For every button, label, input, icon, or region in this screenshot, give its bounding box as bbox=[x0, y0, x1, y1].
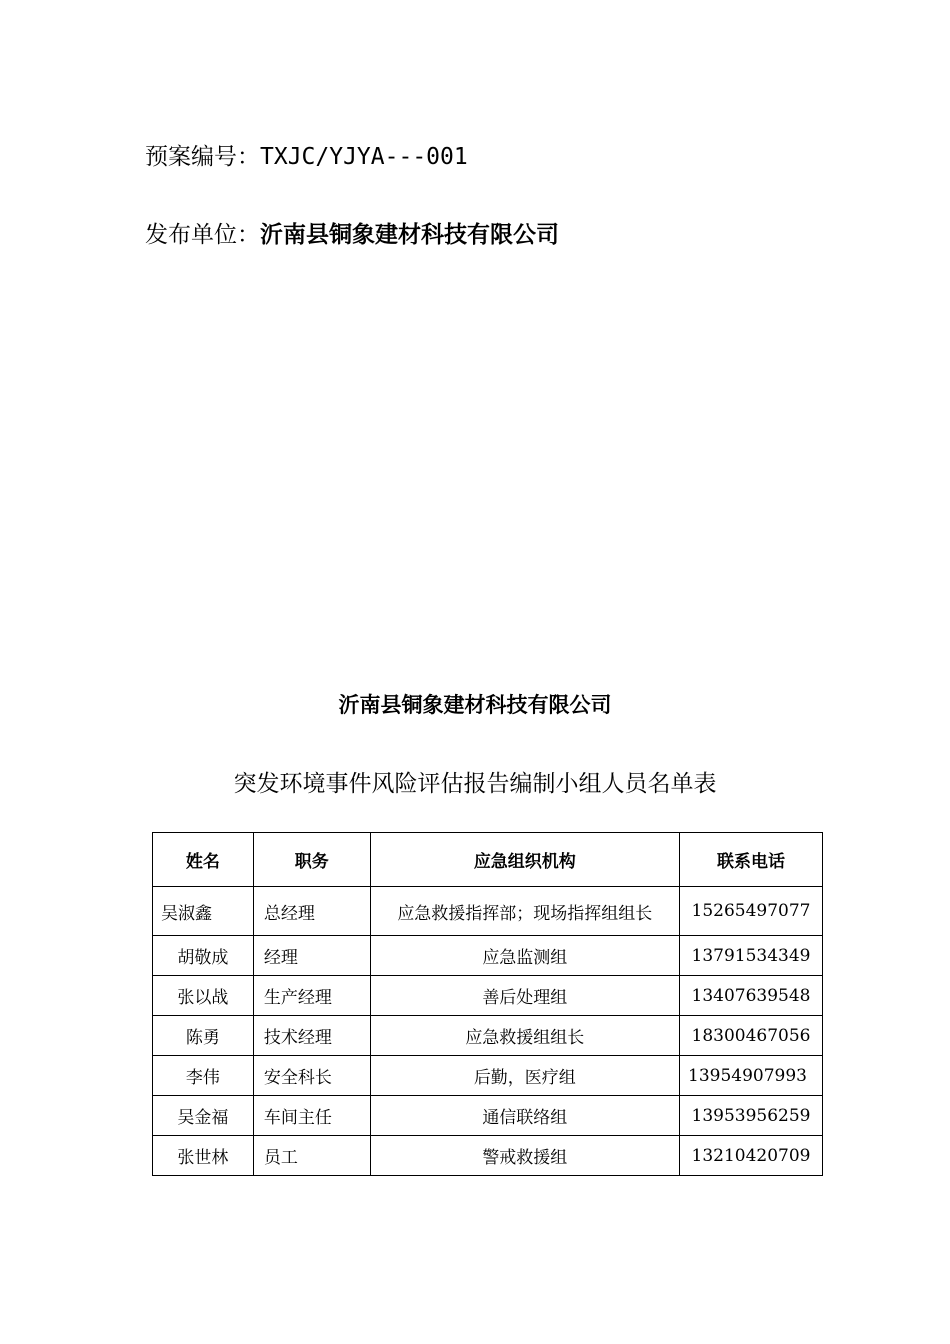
table-row bbox=[153, 936, 823, 976]
header-position: 职务 bbox=[253, 833, 370, 887]
cell-name: 张以战 bbox=[153, 976, 254, 1016]
table-row bbox=[153, 1136, 823, 1176]
cell-phone: 13954907993 bbox=[680, 1056, 823, 1096]
cell-organization: 应急救援组组长 bbox=[370, 1016, 679, 1056]
cell-phone: 13210420709 bbox=[680, 1136, 823, 1176]
cell-name: 胡敬成 bbox=[153, 936, 254, 976]
cell-organization: 通信联络组 bbox=[370, 1096, 679, 1136]
cell-phone: 13953956259 bbox=[680, 1096, 823, 1136]
cell-phone: 13791534349 bbox=[680, 936, 823, 976]
publisher-line bbox=[145, 216, 559, 249]
plan-number-line bbox=[145, 138, 468, 171]
table-title: 突发环境事件风险评估报告编制小组人员名单表 bbox=[233, 771, 717, 797]
cell-position: 生产经理 bbox=[253, 976, 370, 1016]
table-row bbox=[153, 1016, 823, 1056]
table-row bbox=[153, 976, 823, 1016]
publisher-value: 沂南县铜象建材科技有限公司 bbox=[260, 222, 559, 248]
cell-name: 吴淑鑫 bbox=[153, 887, 254, 936]
cell-name: 吴金福 bbox=[153, 1096, 254, 1136]
cell-name: 陈勇 bbox=[153, 1016, 254, 1056]
staff-table bbox=[152, 832, 823, 1176]
cell-position: 技术经理 bbox=[253, 1016, 370, 1056]
cell-organization: 警戒救援组 bbox=[370, 1136, 679, 1176]
cell-name: 李伟 bbox=[153, 1056, 254, 1096]
cell-name: 张世林 bbox=[153, 1136, 254, 1176]
table-header-row bbox=[153, 833, 823, 887]
cell-position: 车间主任 bbox=[253, 1096, 370, 1136]
cell-position: 员工 bbox=[253, 1136, 370, 1176]
cell-phone: 18300467056 bbox=[680, 1016, 823, 1056]
table-row bbox=[153, 1096, 823, 1136]
header-organization: 应急组织机构 bbox=[370, 833, 679, 887]
cell-position: 总经理 bbox=[253, 887, 370, 936]
header-name: 姓名 bbox=[153, 833, 254, 887]
publisher-label: 发布单位： bbox=[145, 222, 260, 248]
plan-number-label: 预案编号： bbox=[145, 144, 260, 170]
cell-phone: 13407639548 bbox=[680, 976, 823, 1016]
company-title: 沂南县铜象建材科技有限公司 bbox=[338, 693, 612, 717]
cell-position: 安全科长 bbox=[253, 1056, 370, 1096]
cell-organization: 应急救援指挥部；现场指挥组组长 bbox=[370, 887, 679, 936]
cell-organization: 后勤，医疗组 bbox=[370, 1056, 679, 1096]
table-row bbox=[153, 1056, 823, 1096]
table-row bbox=[153, 887, 823, 936]
plan-number-value: TXJC/YJYA---001 bbox=[260, 144, 468, 170]
cell-position: 经理 bbox=[253, 936, 370, 976]
header-phone: 联系电话 bbox=[680, 833, 823, 887]
cell-organization: 应急监测组 bbox=[370, 936, 679, 976]
cell-phone: 15265497077 bbox=[680, 887, 823, 936]
cell-organization: 善后处理组 bbox=[370, 976, 679, 1016]
